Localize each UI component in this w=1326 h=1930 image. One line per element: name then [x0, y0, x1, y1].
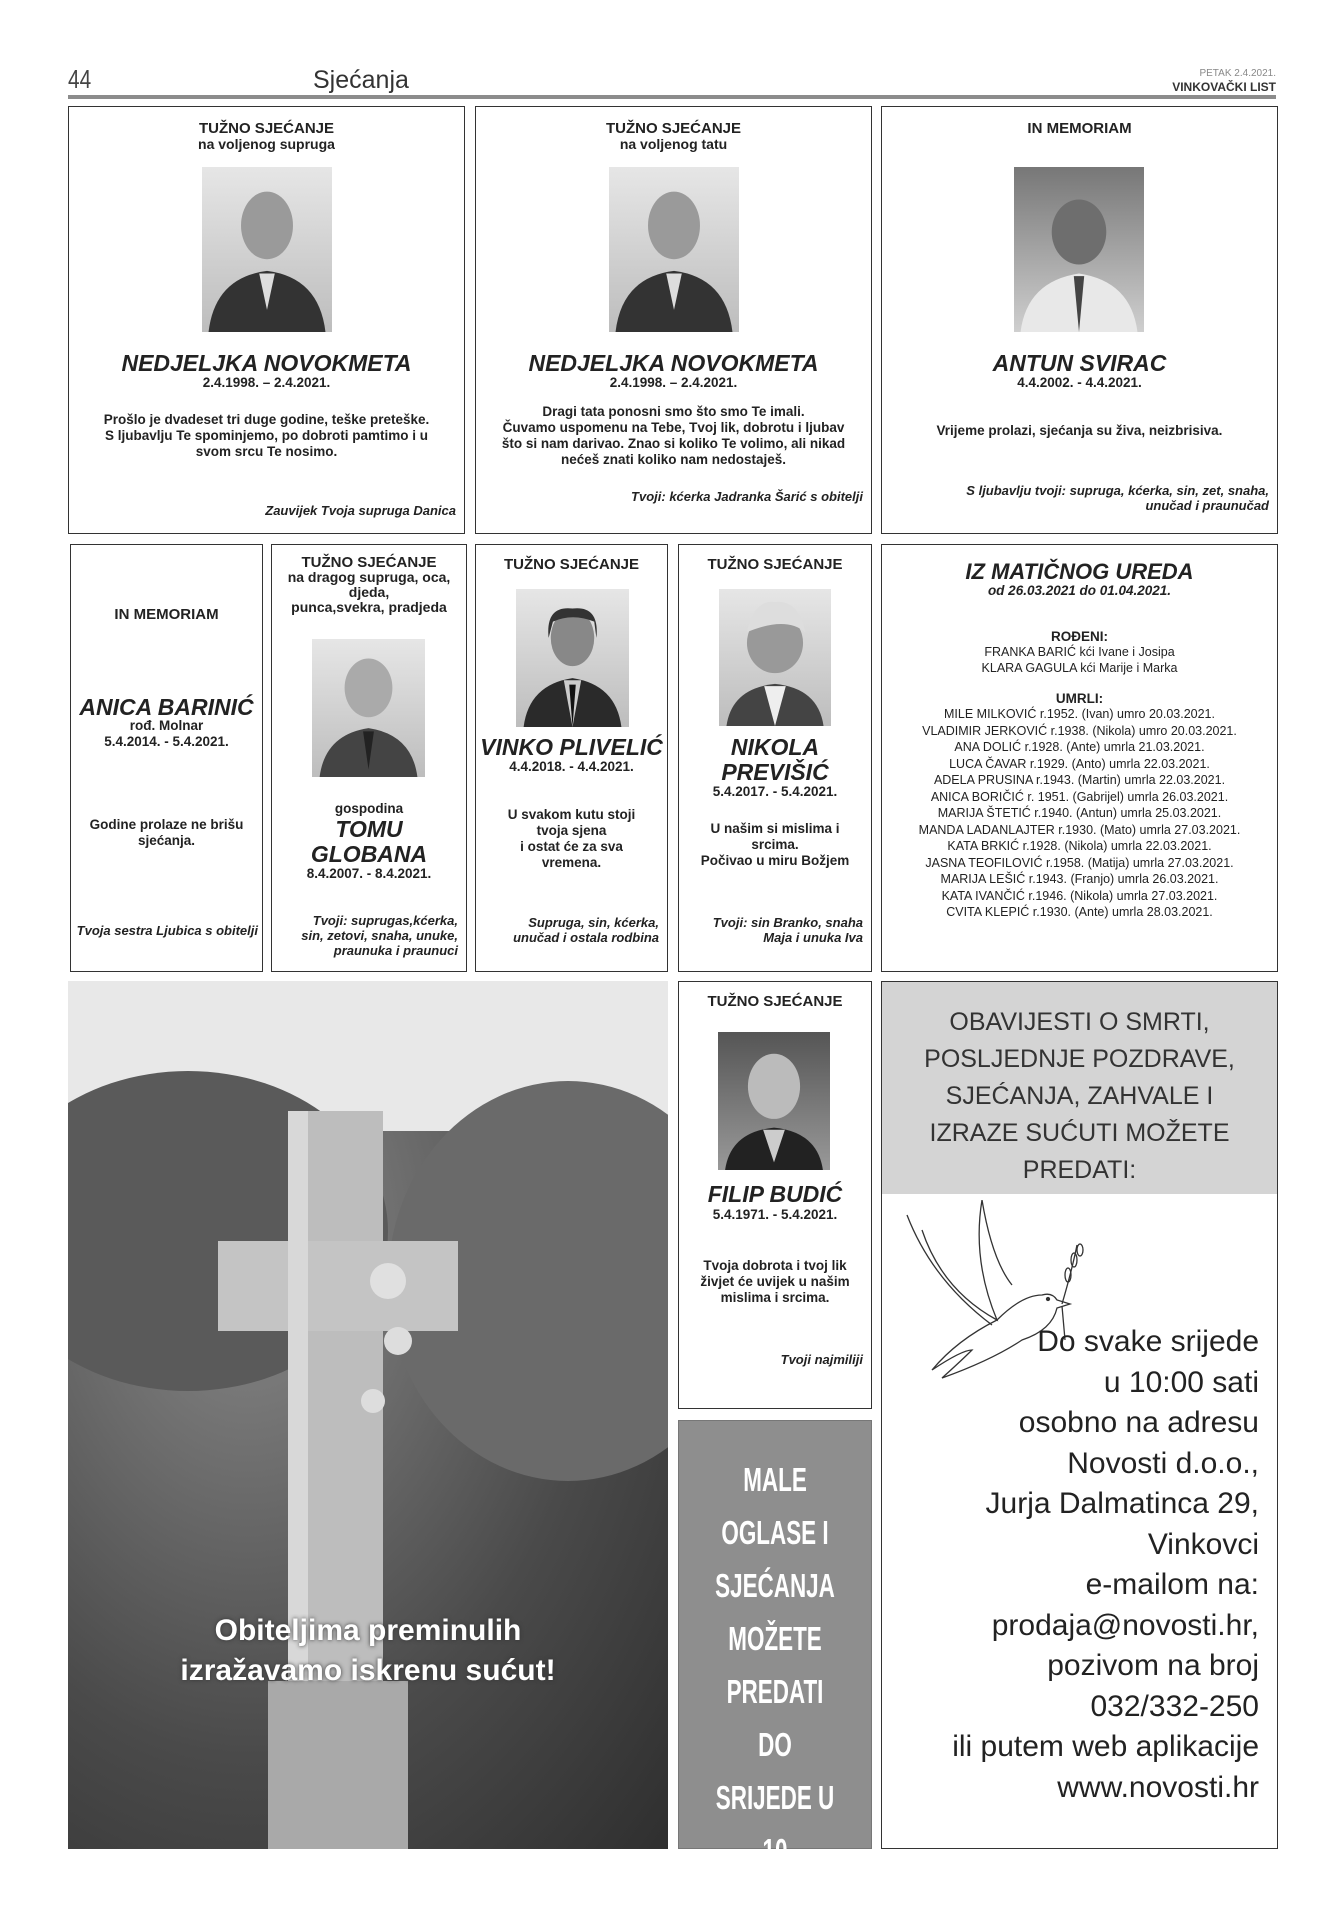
notice-signature: Tvoji: suprugas,kćerka, sin, zetovi, snaha, unuke, praunuka i praunuci [301, 913, 458, 958]
page-number: 44 [68, 64, 92, 94]
notice-plivelic [475, 544, 668, 972]
notice-subheading: na dragog supruga, oca, djeda, punca,svekra, pradjeda [287, 569, 451, 615]
registry-entry: LUCA ČAVAR r.1929. (Anto) umrla 22.03.2021. [949, 756, 1210, 771]
info-details: Do svake srijede u 10:00 sati osobno na adresu Novosti d.o.o., Jurja Dalmatinca 29, Vinkovci e-mailom na: prodaja@novosti.hr, pozivom na broj 032/332-250 ili putem web aplikacije www.novosti.hr [952, 1325, 1259, 1804]
born-label: ROĐENI: [1051, 629, 1108, 644]
registry-entry: MANDA LADANLAJTER r.1930. (Mato) umrla 27.03.2021. [918, 822, 1241, 837]
registry-entry: FRANKA BARIĆ kći Ivane i Josipa [984, 645, 1175, 659]
info-header [882, 982, 1277, 1194]
notice-text: U svakom kutu stoji tvoja sjena i ostat će za sva vremena. [507, 807, 636, 870]
registry-entry: MARIJA LEŠIĆ r.1943. (Franjo) umrla 26.03.2021. [940, 872, 1219, 886]
notice-previsic [678, 544, 872, 972]
condolence-image [68, 981, 668, 1849]
notice-text: Dragi tata ponosni smo što smo Te imali. Čuvamo uspomenu na Tebe, Tvoj lik, dobrotu i ljubav što si nam darivao. Znao si koliko Te volimo, ali nikad nećeš znati koliko nam nedostaješ. [501, 404, 846, 467]
notice-dates: 5.4.2014. - 5.4.2021. [104, 734, 229, 749]
deceased-name: VINKO PLIVELIĆ [480, 734, 663, 760]
submission-info-panel [881, 981, 1278, 1849]
notice-dates: 2.4.1998. – 2.4.2021. [202, 375, 331, 390]
deceased-name: NIKOLA PREVIŠIĆ [721, 734, 829, 785]
small-ads-panel [678, 1420, 872, 1922]
notice-dates: 4.4.2018. - 4.4.2021. [509, 759, 634, 774]
notice-heading: TUŽNO SJEĆANJE [605, 120, 742, 137]
notice-text: Godine prolaze ne brišu sjećanja. [89, 817, 244, 848]
notice-heading: IN MEMORIAM [1027, 120, 1132, 137]
notice-novokmeta-dad [475, 106, 872, 534]
deceased-name: ANTUN SVIRAC [992, 350, 1167, 376]
notice-dates: 5.4.2017. - 5.4.2021. [712, 784, 838, 799]
registry-entry: ADELA PRUSINA r.1943. (Martin) umrla 22.03.2021. [933, 773, 1226, 787]
notice-signature: Tvoji: kćerka Jadranka Šarić s obitelji [631, 489, 863, 504]
notice-heading: TUŽNO SJEĆANJE [707, 556, 843, 573]
notice-subheading: na voljenog supruga [198, 136, 335, 152]
cross-icon [68, 981, 668, 1849]
info-heading: OBAVIJESTI O SMRTI, POSLJEDNJE POZDRAVE, SJEĆANJA, ZAHVALE I IZRAZE SUĆUTI MOŽETE PREDATI: [924, 1008, 1235, 1184]
notice-signature: S ljubavlju tvoji: supruga, kćerka, sin, zet, snaha, unučad i praunučad [966, 483, 1269, 513]
portrait-photo [1014, 167, 1144, 332]
registry-entry: ANICA BORIČIĆ r. 1951. (Gabrijel) umrla 26.03.2021. [930, 789, 1229, 804]
notice-budic [678, 981, 872, 1409]
name-prefix: gospodina [334, 801, 404, 816]
notice-text: Tvoja dobrota i tvoj lik živjet će uvijek u našim mislima i srcima. [700, 1258, 850, 1305]
portrait-photo [202, 167, 332, 332]
issue-date: PETAK 2.4.2021. [1199, 68, 1276, 79]
notice-heading: TUŽNO SJEĆANJE [198, 120, 335, 137]
notice-signature: Tvoji: sin Branko, snaha Maja i unuka Iva [712, 915, 863, 945]
deceased-name: NEDJELJKA NOVOKMETA [121, 350, 412, 376]
section-title: Sjećanja [313, 66, 409, 94]
deceased-name: TOMU GLOBANA [310, 816, 428, 867]
notice-heading: TUŽNO SJEĆANJE [503, 556, 640, 573]
notice-signature: Tvoji najmiliji [780, 1352, 863, 1367]
maiden-name: rođ. Molnar [129, 718, 204, 733]
notice-signature: Zauvijek Tvoja supruga Danica [265, 503, 456, 518]
portrait-photo [718, 1032, 830, 1170]
notice-text: Prošlo je dvadeset tri duge godine, teške preteške. S ljubavlju Te spominjemo, po dobroti pamtimo i u svom srcu Te nosimo. [103, 412, 430, 459]
portrait-photo [516, 589, 629, 727]
registry-entry: ANA DOLIĆ r.1928. (Ante) umrla 21.03.2021. [954, 740, 1205, 754]
portrait-photo [719, 589, 831, 726]
died-label: UMRLI: [1055, 691, 1104, 706]
registry-period: od 26.03.2021 do 01.04.2021. [987, 583, 1172, 598]
notice-globan [271, 544, 467, 972]
notice-signature: Supruga, sin, kćerka, unučad i ostala rodbina [513, 915, 659, 945]
registry-entry: MILE MILKOVIĆ r.1952. (Ivan) umro 20.03.2021. [944, 707, 1215, 721]
registry-entry: KATA IVANČIĆ r.1946. (Nikola) umrla 27.03.2021. [941, 888, 1218, 903]
portrait-photo [609, 167, 739, 332]
registry-entry: JASNA TEOFILOVIĆ r.1958. (Matija) umrla 27.03.2021. [925, 855, 1234, 870]
notice-heading: TUŽNO SJEĆANJE [707, 993, 843, 1010]
portrait-photo [312, 639, 425, 777]
notice-barinic [70, 544, 263, 972]
notice-signature: Tvoja sestra Ljubica s obitelji [76, 923, 258, 938]
died-list [882, 706, 1277, 921]
registry-title: IZ MATIČNOG UREDA [965, 559, 1194, 584]
header-rule [68, 95, 1276, 99]
deceased-name: ANICA BARINIĆ [79, 694, 254, 720]
notice-dates: 8.4.2007. - 8.4.2021. [306, 866, 432, 881]
notice-svirac [881, 106, 1278, 534]
small-ads-text: MALE OGLASE I SJEĆANJA MOŽETE PREDATI DO SRIJEDE U 10 SATI [715, 1461, 835, 1922]
registry-entry: CVITA KLEPIĆ r.1930. (Ante) umrla 28.03.2021. [946, 905, 1213, 919]
deceased-name: NEDJELJKA NOVOKMETA [528, 350, 819, 376]
registry-entry: KLARA GAGULA kći Marije i Marka [981, 661, 1178, 675]
registry-entry: VLADIMIR JERKOVIĆ r.1938. (Nikola) umro 20.03.2021. [922, 723, 1237, 738]
notice-novokmeta-wife [68, 106, 465, 534]
notice-text: U našim si mislima i srcima. Počivao u miru Božjem [700, 821, 850, 868]
registry-entry: KATA BRKIĆ r.1928. (Nikola) umrla 22.03.2021. [947, 839, 1212, 853]
condolence-text: Obiteljima preminulih izražavamo iskrenu sućut! [180, 1614, 556, 1687]
born-list [882, 644, 1277, 676]
notice-heading: TUŽNO SJEĆANJE [301, 554, 437, 571]
notice-dates: 5.4.1971. - 5.4.2021. [712, 1207, 838, 1222]
paper-name: VINKOVAČKI LIST [1172, 80, 1276, 94]
deceased-name: FILIP BUDIĆ [707, 1181, 843, 1207]
registry-office-box [881, 544, 1278, 972]
notice-dates: 4.4.2002. - 4.4.2021. [1017, 375, 1142, 390]
notice-subheading: na voljenog tatu [619, 136, 728, 152]
notice-dates: 2.4.1998. – 2.4.2021. [609, 375, 738, 390]
notice-text: Vrijeme prolazi, sjećanja su živa, neizbrisiva. [936, 423, 1223, 438]
notice-heading: IN MEMORIAM [114, 606, 219, 623]
registry-entry: MARIJA ŠTETIĆ r.1940. (Antun) umrla 25.03.2021. [937, 806, 1222, 820]
